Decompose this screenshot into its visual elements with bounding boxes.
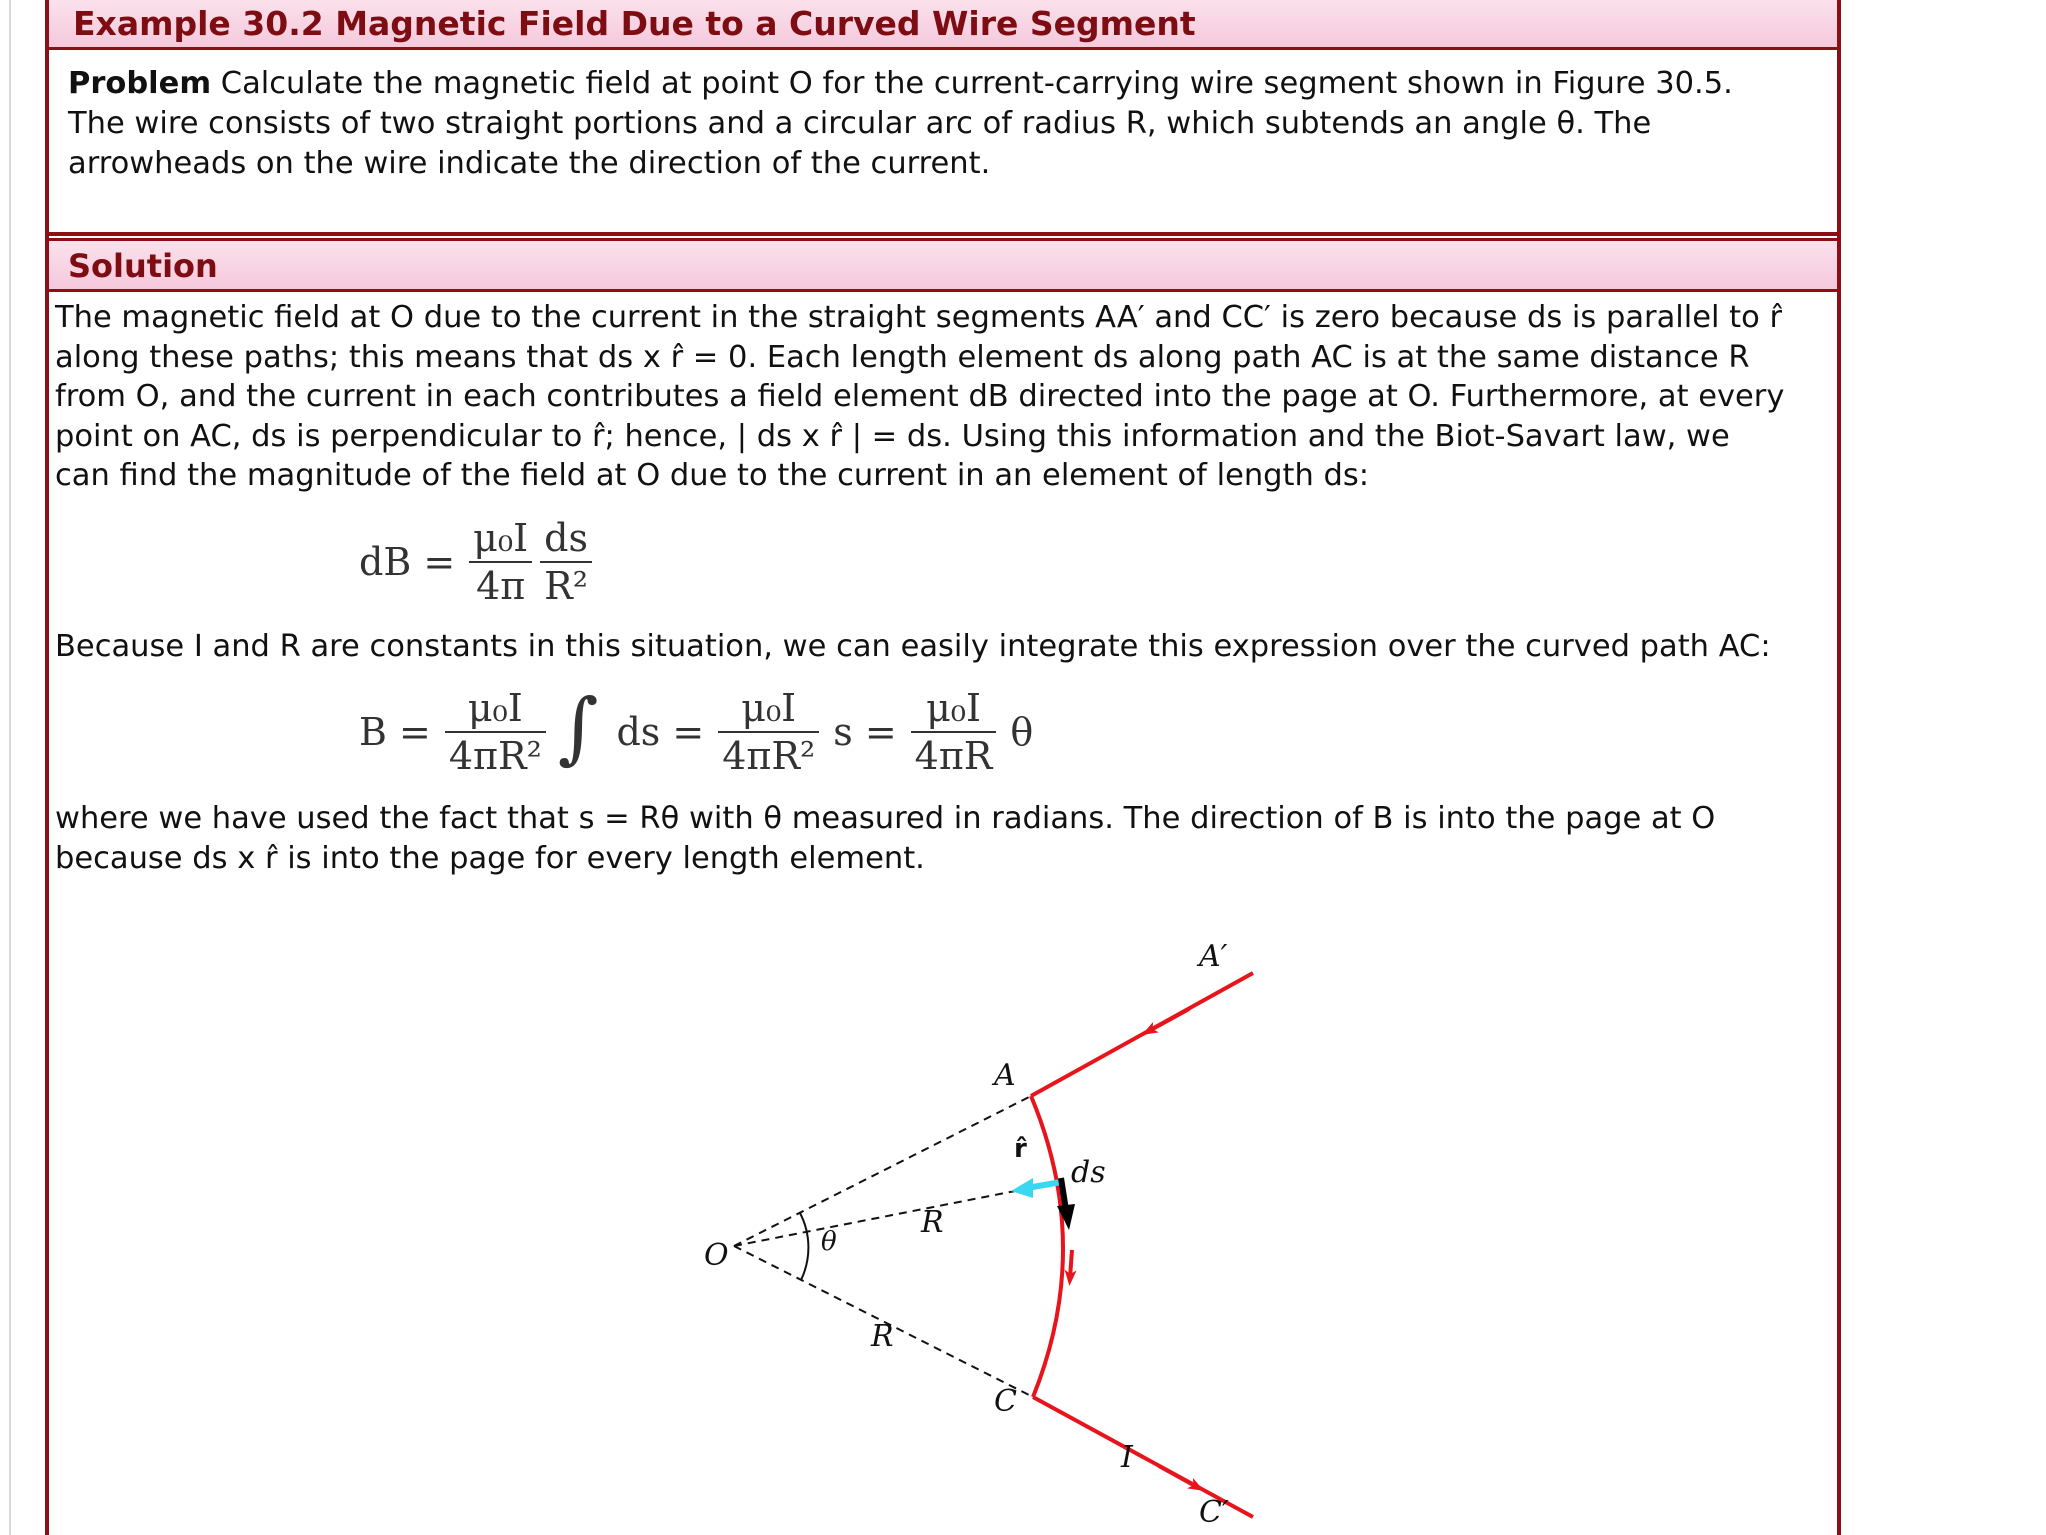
eq2-num-1: μ₀I xyxy=(445,685,546,733)
solution-p1-line-1: The magnetic field at O due to the current in the straight segments AA′ and CC′ is zero because ds is parallel to r̂ xyxy=(55,300,1783,335)
label-A: A xyxy=(994,1058,1016,1093)
problem-line-2: The wire consists of two straight portions and a circular arc of radius R, which subtends an angle θ. The xyxy=(68,106,1652,141)
label-R-lower: R xyxy=(871,1319,894,1354)
solution-p1-line-3: from O, and the current in each contributes a field element dB directed into the page at O. Furthermore, at every xyxy=(55,379,1785,414)
eq1-num-1: μ₀I xyxy=(469,515,532,563)
example-header xyxy=(49,0,1837,50)
radius-O-ds xyxy=(734,1184,1051,1246)
r-hat-arrow-head xyxy=(1011,1178,1033,1198)
integral-sign: ∫ xyxy=(557,683,599,773)
eq2-frac-2 xyxy=(718,685,819,779)
page-edge xyxy=(9,0,11,1535)
radius-OA xyxy=(734,1096,1031,1246)
solution-p3-line-1: where we have used the fact that s = Rθ with θ measured in radians. The direction of B is into the page at O xyxy=(55,801,1716,836)
solution-paragraph-2: Because I and R are constants in this situation, we can easily integrate this expression over the curved path AC: xyxy=(55,629,1771,664)
wire-segment-AprimeA xyxy=(1031,973,1253,1096)
arrow-AprimeA xyxy=(1149,1009,1189,1031)
label-ds: ds xyxy=(1071,1155,1106,1190)
solution-title: Solution xyxy=(68,247,218,285)
label-theta: θ xyxy=(821,1227,837,1257)
label-R-upper: R xyxy=(921,1205,944,1240)
eq1-den-2: R² xyxy=(544,564,588,608)
label-C-prime: C′ xyxy=(1199,1495,1229,1530)
solution-paragraph-3 xyxy=(55,799,1835,878)
eq2-den-2: 4πR² xyxy=(722,734,816,778)
problem-line-1-text: Calculate the magnetic field at point O for the current-carrying wire segment shown in Figure 30.5. xyxy=(211,66,1733,101)
solution-p1-line-4: point on AC, ds is perpendicular to r̂; hence, | ds x r̂ | = ds. Using this information and the Biot-Savart law, we xyxy=(55,418,1730,454)
wire-arc-AC xyxy=(1031,1096,1063,1397)
label-A-prime: A′ xyxy=(1199,939,1228,974)
eq2-frac-3 xyxy=(911,685,997,779)
problem-section xyxy=(49,50,1837,236)
eq2-s: s = xyxy=(833,710,897,754)
eq1-den-1: 4π xyxy=(476,564,526,608)
solution-header xyxy=(49,238,1837,292)
figure-curved-wire xyxy=(649,920,1349,1530)
problem-text xyxy=(68,64,1808,184)
theta-arc xyxy=(800,1213,808,1280)
eq2-num-3: μ₀I xyxy=(911,685,997,733)
eq1-lhs: dB = xyxy=(359,540,456,584)
problem-line-1 xyxy=(68,64,1808,104)
eq2-ds: ds = xyxy=(616,710,705,754)
solution-p3-line-2: because ds x r̂ is into the page for every length element. xyxy=(55,840,925,876)
example-box xyxy=(45,0,1841,1535)
solution-p1-line-2: along these paths; this means that ds x r̂ = 0. Each length element ds along path AC is at the same distance R xyxy=(55,339,1750,375)
arrow-CCprime xyxy=(1159,1466,1197,1487)
label-C: C xyxy=(994,1384,1017,1419)
eq1-frac-1 xyxy=(469,515,532,609)
equation-B xyxy=(349,685,1043,779)
label-r-hat: r̂ xyxy=(1014,1134,1027,1164)
eq2-frac-1 xyxy=(445,685,546,779)
label-I: I xyxy=(1121,1440,1133,1475)
arrow-arc xyxy=(1070,1250,1072,1278)
eq2-theta: θ xyxy=(1010,710,1034,754)
equation-dB xyxy=(349,515,596,609)
eq2-num-2: μ₀I xyxy=(718,685,819,733)
eq2-lhs: B = xyxy=(359,710,431,754)
solution-paragraph-1 xyxy=(55,298,1835,496)
eq2-den-3: 4πR xyxy=(914,734,993,778)
example-title: Example 30.2 Magnetic Field Due to a Curved Wire Segment xyxy=(73,4,1196,43)
eq1-num-2: ds xyxy=(540,515,592,563)
eq2-den-1: 4πR² xyxy=(448,734,542,778)
label-O: O xyxy=(704,1238,729,1273)
solution-p1-line-5: can find the magnitude of the field at O due to the current in an element of length ds: xyxy=(55,458,1370,493)
problem-line-3: arrowheads on the wire indicate the direction of the current. xyxy=(68,146,991,181)
eq1-frac-2 xyxy=(540,515,592,609)
problem-label: Problem xyxy=(68,66,212,101)
